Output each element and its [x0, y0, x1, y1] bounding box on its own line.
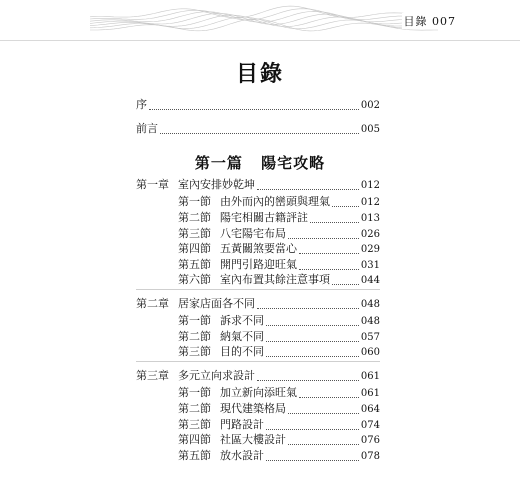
section-title: 現代建築格局	[220, 401, 286, 415]
toc-section[interactable]	[178, 433, 380, 448]
section-title: 放水設計	[220, 448, 264, 462]
section-page: 012	[360, 197, 380, 209]
section-title: 由外而內的巒頭與理氣	[220, 195, 330, 209]
section-number: 第二節	[178, 401, 211, 415]
toc-entry-foreword[interactable]	[136, 122, 380, 137]
section-title: 門路設計	[220, 417, 264, 431]
leader-dots	[266, 428, 359, 430]
section-number: 第二節	[178, 210, 211, 224]
chapter-page: 048	[360, 298, 380, 310]
section-page: 029	[360, 244, 380, 256]
leader-dots	[257, 307, 359, 309]
leader-dots	[299, 396, 359, 398]
section-title: 訴求不同	[220, 314, 264, 328]
section-page: 057	[360, 331, 380, 343]
toc-section[interactable]	[178, 227, 380, 242]
section-number: 第一節	[178, 314, 211, 328]
section-number: 第一節	[178, 195, 211, 209]
section-title: 目的不同	[220, 345, 264, 359]
toc-entry-page: 002	[360, 100, 380, 111]
toc-section[interactable]	[178, 258, 380, 273]
page-title: 目錄	[235, 61, 284, 87]
section-page: 026	[360, 228, 380, 240]
part-title: 陽宅攻略	[261, 154, 326, 172]
section-title: 納氣不同	[220, 329, 264, 343]
chapter-page: 061	[360, 371, 380, 382]
leader-dots	[288, 237, 359, 239]
chapter-number: 第一章	[136, 178, 169, 191]
toc-entry-page: 005	[360, 124, 380, 135]
toc-chapter[interactable]	[136, 178, 380, 193]
toc-entry-label: 序	[136, 98, 147, 111]
leader-dots	[299, 268, 359, 270]
toc-chapter[interactable]	[136, 297, 380, 312]
toc-section[interactable]	[178, 242, 380, 257]
header-wave-band	[0, 0, 520, 42]
leader-dots	[266, 355, 359, 357]
leader-dots	[149, 108, 359, 110]
section-title: 室內布置其餘注意事項	[220, 273, 330, 287]
leader-dots	[266, 324, 359, 326]
toc-section[interactable]	[178, 402, 380, 417]
toc-section[interactable]	[178, 273, 380, 288]
toc-section[interactable]	[178, 314, 380, 329]
leader-dots	[310, 221, 359, 223]
section-number: 第二節	[178, 329, 211, 343]
toc-section[interactable]	[178, 195, 380, 210]
section-page: 044	[360, 275, 380, 287]
section-title: 開門引路迎旺氣	[220, 257, 297, 271]
toc-section[interactable]	[178, 449, 380, 464]
chapter-title: 多元立向求設計	[178, 369, 255, 382]
section-page: 061	[360, 388, 380, 400]
section-title: 五黃關煞要當心	[220, 242, 297, 256]
toc-entry-label: 前言	[136, 122, 158, 135]
section-page: 031	[360, 259, 380, 271]
leader-dots	[332, 283, 359, 285]
section-page: 064	[360, 403, 380, 415]
toc-chapter[interactable]	[136, 369, 380, 384]
section-number: 第五節	[178, 448, 211, 462]
leader-dots	[266, 459, 359, 461]
chapter-title: 室內安排妙乾坤	[178, 178, 255, 191]
section-number: 第六節	[178, 273, 211, 287]
section-page: 048	[360, 316, 380, 328]
chapter-number: 第三章	[136, 369, 169, 382]
section-page: 078	[360, 450, 380, 462]
toc-section[interactable]	[178, 418, 380, 433]
running-header: 目錄 007	[403, 15, 456, 28]
header-rule	[0, 40, 520, 41]
leader-dots	[257, 379, 359, 381]
section-title: 社區大樓設計	[220, 433, 286, 447]
leader-dots	[257, 188, 359, 190]
chapter-number: 第二章	[136, 296, 169, 310]
section-number: 第四節	[178, 242, 211, 256]
wave-line	[90, 9, 438, 20]
leader-dots	[288, 443, 359, 445]
chapter-divider	[136, 289, 380, 290]
section-number: 第一節	[178, 386, 211, 400]
toc-section[interactable]	[178, 386, 380, 401]
chapter-divider	[136, 361, 380, 362]
section-number: 第三節	[178, 345, 211, 359]
section-number: 第五節	[178, 257, 211, 271]
section-page: 076	[360, 435, 380, 447]
section-page: 060	[360, 347, 380, 359]
section-title: 陽宅相關古籍評註	[220, 210, 308, 224]
leader-dots	[266, 340, 359, 342]
section-number: 第四節	[178, 433, 211, 447]
section-title: 八宅陽宅布局	[220, 226, 286, 240]
leader-dots	[299, 252, 359, 254]
chapter-page: 012	[360, 180, 380, 191]
toc-section[interactable]	[178, 211, 380, 226]
wave-line	[90, 6, 438, 18]
part-number: 第一篇	[194, 154, 243, 172]
part-heading	[0, 152, 520, 173]
section-number: 第三節	[178, 226, 211, 240]
toc-entry-preface[interactable]	[136, 98, 380, 113]
leader-dots	[332, 205, 359, 207]
leader-dots	[160, 132, 359, 134]
section-title: 加立新向添旺氣	[220, 386, 297, 400]
toc-section[interactable]	[178, 330, 380, 345]
chapter-title: 居家店面各不同	[178, 296, 255, 310]
toc-section[interactable]	[178, 345, 380, 360]
section-number: 第三節	[178, 417, 211, 431]
section-page: 074	[360, 419, 380, 431]
section-page: 013	[360, 212, 380, 224]
leader-dots	[288, 412, 359, 414]
